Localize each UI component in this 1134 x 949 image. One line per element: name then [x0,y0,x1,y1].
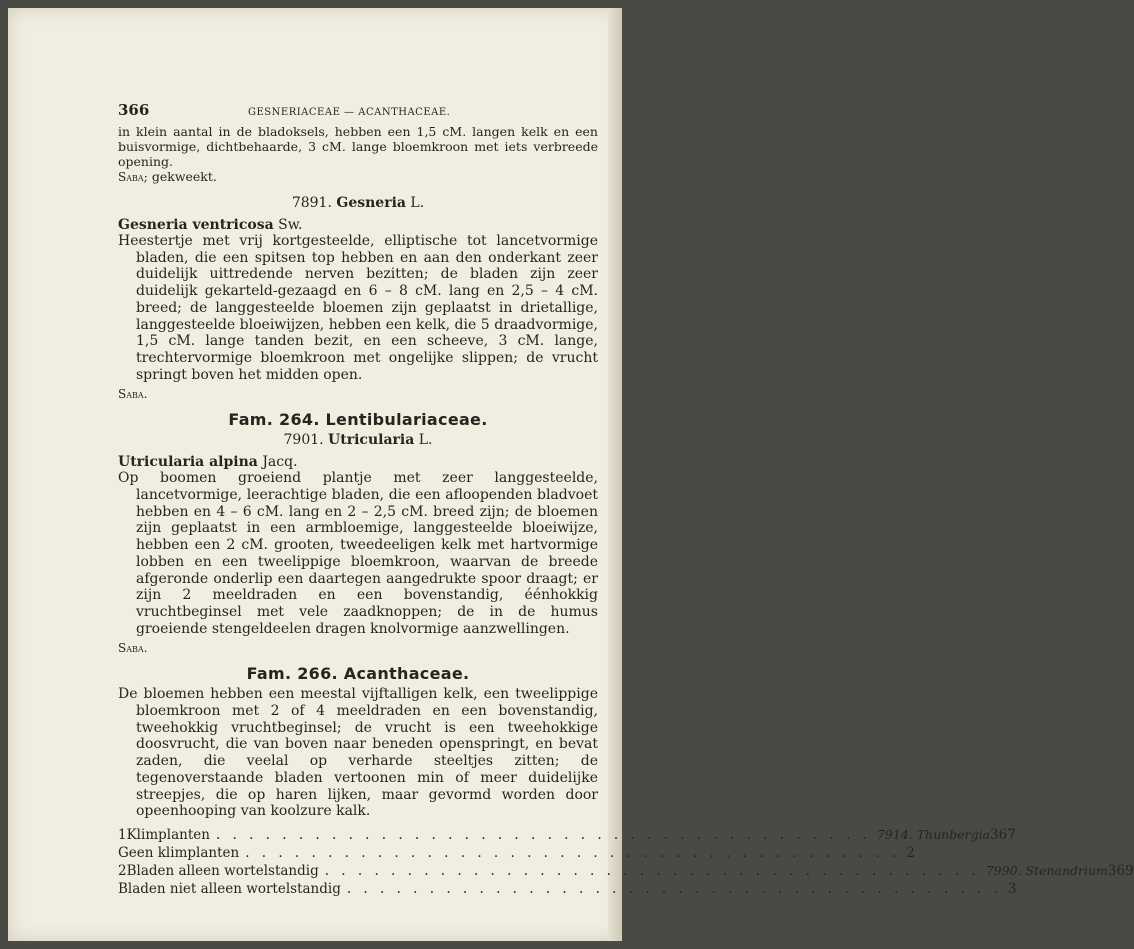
key-label: Klimplanten [126,826,210,843]
key-number: 1 [118,826,127,843]
species-author: Jacq. [262,454,298,471]
family-heading-acanthaceae: Fam. 266. Acanthaceae. [246,664,470,684]
genus-number: 7891. [291,195,332,211]
genus-number: 7901. [283,432,324,449]
species-locality-gesneria: Saba. [118,387,148,402]
intro-locality-note: ; gekweekt. [143,169,217,184]
species-description-utricularia: Op boomen groeiend plantje met zeer langgesteelde, lancetvormige, leerachtige bladen, die een afloopenden bladvoet hebben en 4 – 6 cM. lang en 2 – 2,5 cM. breed zijn; de bloemen zijn geplaatst in een armbloemige, langgesteelde bloeiwijze, hebben een 2 cM. grooten, tweedeeligen kelk met hartvormige lobben en een tweelippige bloemkroon, waarvan de breede afgeronde onderlip een daartegen aangedrukte spoor draagt; er zijn 2 meeldraden en een bovenstandig, éénhokkig vruchtbeginsel met vele zaadknoppen; de in de humus groeiende stengeldeelen dragen knolvormige aanzwellingen. [118,470,598,637]
species-heading-utricularia [118,454,598,470]
genus-author: L. [410,195,425,211]
running-head: GESNERIACEAE — ACANTHACEAE. [248,107,451,118]
key-target: 369 [1107,862,1134,879]
key-target: 2 [906,844,915,861]
leader-dots: . . . . . . . . . . . . . . . . . . . . . . . . . . . . . . . . . . . . . . . . [215,826,871,843]
species-author: Sw. [278,217,303,233]
genus-name: Utricularia [328,432,415,449]
page-number: 366 [118,101,150,119]
genus-heading-utricularia [118,432,598,448]
genus-name: Gesneria [336,195,406,211]
intro-text: in klein aantal in de bladoksels, hebben een 1,5 cM. langen kelk en een buisvormige, dichtbehaarde, 3 cM. lange bloemkroon met iets verbreede opening. [118,124,598,169]
species-locality-utricularia: Saba. [118,641,148,656]
family-description-acanthaceae: De bloemen hebben een meestal vijftalligen kelk, een tweelippige bloemkroon met 2 of 4 meeldraden en een bovenstandig, tweehokkig vruchtbeginsel; de vrucht is een tweehokkige doosvrucht, die van boven naar beneden openspringt, en bevat zaden, die veelal op verharde steeltjes zitten; de tegenoverstaande bladen vertoonen min of meer duidelijke streepjes, die op haren lijken, maar gevormd worden door opeenhooping van koolzure kalk. [118,686,598,820]
leader-dots: . . . . . . . . . . . . . . . . . . . . . . . . . . . . . . . . . . . . . . . . [324,862,980,879]
leader-dots: . . . . . . . . . . . . . . . . . . . . . . . . . . . . . . . . . . . . . . . . [346,880,1002,897]
page-binding-shadow [608,8,622,941]
key-row [118,844,915,862]
genus-author: L. [418,432,433,449]
intro-locality [118,169,598,185]
key-target: 3 [1007,880,1017,897]
intro-locality-label: Saba [118,170,144,184]
species-name: Utricularia alpina [118,454,258,471]
key-row [118,880,1017,898]
page-content [118,101,1134,898]
key-reference: 7914. Thunbergia [876,826,991,842]
key-number: 2 [118,862,127,879]
leader-dots: . . . . . . . . . . . . . . . . . . . . . . . . . . . . . . . . . . . . . . . . [245,844,901,861]
species-description-gesneria: Heestertje met vrij kortgesteelde, elliptische tot lancetvormige bladen, die een spitsen top hebben en aan den onderkant zeer duidelijk uittredende nerven bezitten; de bladen zijn zeer duidelijk gekarteld-gezaagd en 6 – 8 cM. lang en 2,5 – 4 cM. breed; de langgesteelde bloemen zijn geplaatst in drietallige, langgesteelde bloeiwijzen, hebben een kelk, die 5 draadvormige, 1,5 cM. lange tanden bezit, en een scheeve, 3 cM. lange, trechtervormige bloemkroon met ongelijke slippen; de vrucht springt boven het midden open. [118,233,598,383]
genus-heading-gesneria [118,195,598,211]
key-row [118,826,1016,844]
species-name: Gesneria ventricosa [118,217,274,233]
key-reference: 7990. Stenandrium [985,862,1108,878]
family-heading-lentibulariaceae: Fam. 264. Lentibulariaceae. [228,410,488,430]
key-row [118,862,1134,880]
book-page [8,8,1134,941]
species-heading-gesneria [118,217,598,233]
key-label: Bladen alleen wortelstandig [126,862,319,879]
page-header [118,102,598,124]
key-label: Bladen niet alleen wortelstandig [118,880,341,897]
key-label: Geen klimplanten [118,844,240,861]
key-target: 367 [990,826,1016,843]
